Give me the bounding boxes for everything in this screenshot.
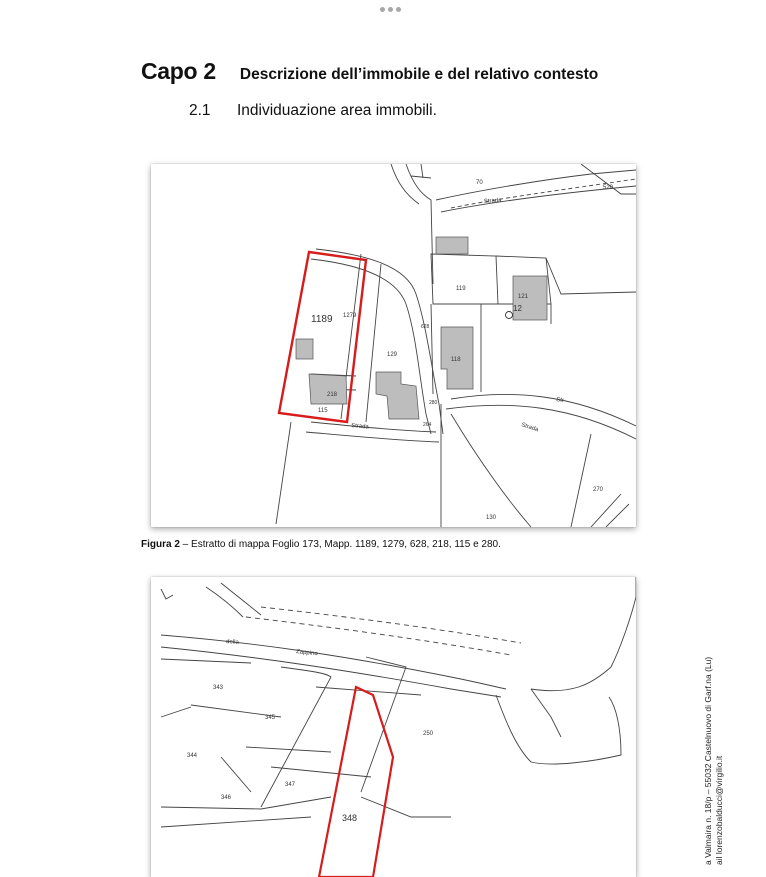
label-344: 344 xyxy=(187,753,198,759)
more-options-dots[interactable] xyxy=(380,7,401,12)
label-1279: 1279 xyxy=(343,313,357,319)
label-130: 130 xyxy=(486,515,497,521)
label-345: 345 xyxy=(265,715,276,721)
footer-address-vertical xyxy=(703,657,725,865)
road-label: della xyxy=(225,639,239,646)
cadastral-map-figure-2 xyxy=(151,164,636,527)
label-12: 12 xyxy=(513,304,522,313)
dot xyxy=(380,7,385,12)
label-347: 347 xyxy=(285,782,296,788)
chapter-heading xyxy=(141,58,598,85)
label-250: 250 xyxy=(423,731,434,737)
chapter-label: Capo 2 xyxy=(141,58,216,84)
address-line: a Valmaira n. 18/p – 55032 Castelnuovo di Garf.na (Lu) xyxy=(703,656,713,865)
dot xyxy=(388,7,393,12)
cadastral-map-second xyxy=(151,577,636,877)
map-drawing xyxy=(151,164,636,527)
road-label: Zappino xyxy=(295,649,318,658)
highlighted-parcel xyxy=(319,687,393,877)
label-264: 264 xyxy=(423,422,432,428)
label-348: 348 xyxy=(342,813,358,823)
label-270: 270 xyxy=(593,487,604,493)
label-628: 628 xyxy=(421,324,430,330)
section-number: 2.1 xyxy=(189,102,211,119)
caption-text: – Estratto di mappa Foglio 173, Mapp. 1189, 1279, 628, 218, 115 e 280. xyxy=(179,539,501,550)
figure-caption xyxy=(141,539,501,550)
label-121: 121 xyxy=(518,294,529,300)
label-129: 129 xyxy=(387,352,398,358)
label-346: 346 xyxy=(221,795,232,801)
label-119: 119 xyxy=(456,286,466,292)
section-heading xyxy=(189,102,437,120)
dot xyxy=(396,7,401,12)
caption-prefix: Figura 2 xyxy=(141,539,180,550)
label-280: 280 xyxy=(429,400,438,406)
label-118: 118 xyxy=(451,357,461,363)
section-title: Individuazione area immobili. xyxy=(237,102,437,119)
road-label: Str xyxy=(555,397,565,405)
chapter-title: Descrizione dell’immobile e del relativo contesto xyxy=(239,66,599,83)
road-label: Strada xyxy=(483,197,502,205)
map-drawing xyxy=(151,577,636,877)
road-label: Strada xyxy=(350,423,369,431)
label-520: 520 xyxy=(603,185,614,191)
label-218: 218 xyxy=(327,392,338,398)
email-line: ail lorenzobalducci@virgilio.it xyxy=(714,755,724,865)
label-70: 70 xyxy=(476,180,483,186)
label-115: 115 xyxy=(318,408,328,414)
label-1189: 1189 xyxy=(311,314,333,325)
road-label: Strada xyxy=(520,422,540,434)
label-343: 343 xyxy=(213,685,224,691)
